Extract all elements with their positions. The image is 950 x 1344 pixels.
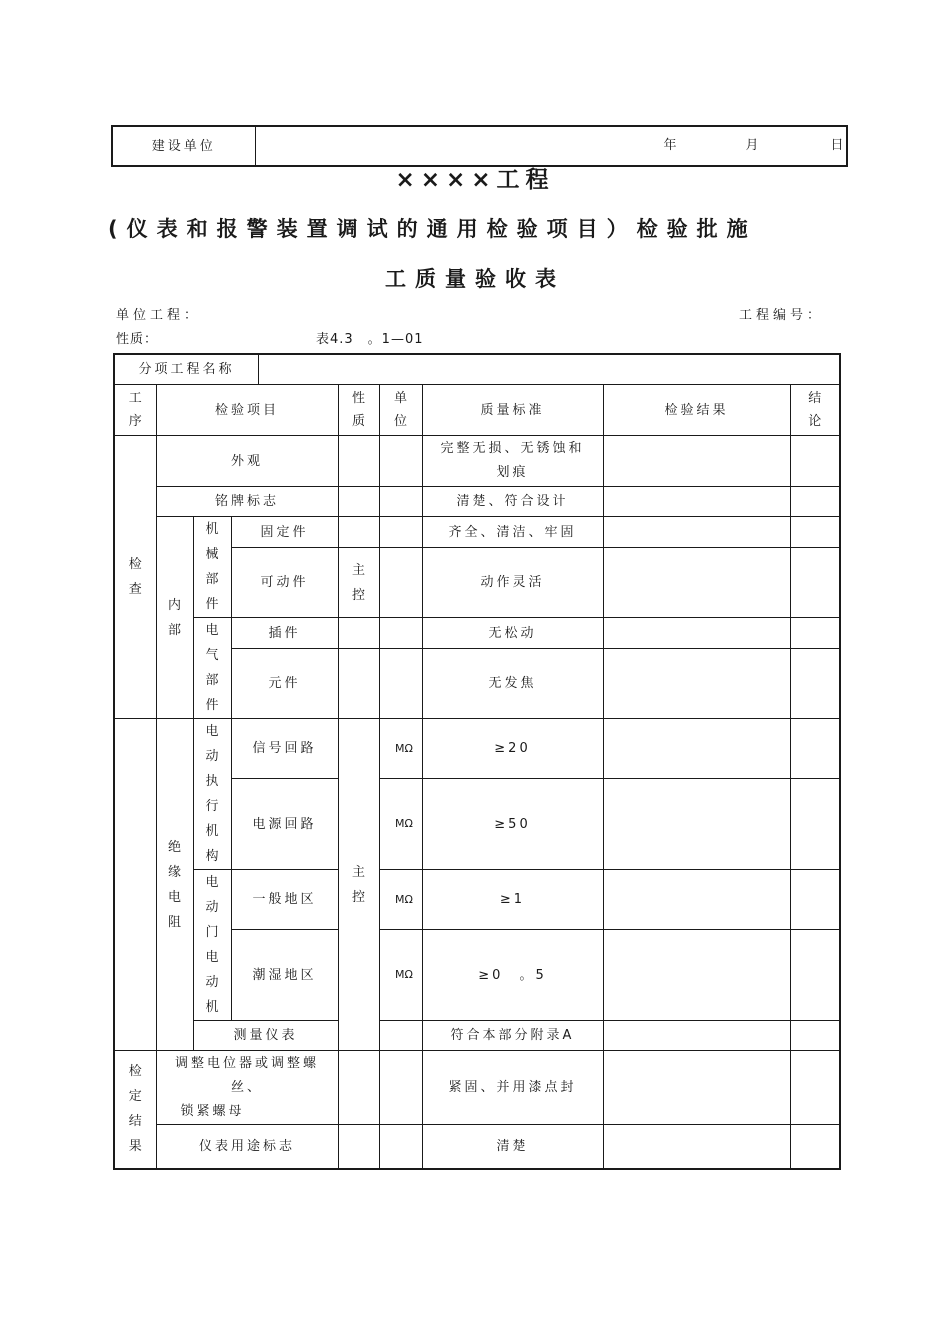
conclusion-cell [790,870,840,930]
form-number: 表4.3 。1—01 [316,332,424,347]
conclusion-cell [790,1051,840,1125]
conclusion-cell [790,517,840,548]
title-line-3: 工质量验收表 [385,267,565,291]
conclusion-cell [790,487,840,517]
result-cell [603,719,790,779]
year-label: 年 [663,138,677,153]
table-row [114,436,840,487]
table-row [114,517,840,548]
project-number-label: 工程编号： [739,308,825,323]
table-row [114,1125,840,1169]
unit-megaohm: MΩ [379,719,422,779]
title-line-1: ××××工程 [395,167,555,193]
process-empty-cell [114,719,156,1051]
door-motor-group-label: 电动门电动机 [193,870,231,1021]
standard-moving-parts: 动作灵活 [422,548,603,618]
construction-unit-label: 建设单位 [112,126,255,166]
nature-main-control: 主控 [338,548,379,618]
item-moving-parts: 可动件 [231,548,338,618]
result-cell [603,930,790,1021]
item-usage-mark: 仪表用途标志 [156,1125,338,1169]
inspection-table [113,353,841,1170]
standard-fixed-parts: 齐全、清洁、牢固 [422,517,603,548]
nature-main-control-2: 主控 [338,719,379,1051]
conclusion-cell [790,779,840,870]
conclusion-cell [790,548,840,618]
item-power-loop: 电源回路 [231,779,338,870]
verify-group-label: 检定结果 [114,1051,156,1169]
table-row [114,870,840,930]
subproject-name-label: 分项工程名称 [115,355,259,384]
conclusion-cell [790,618,840,649]
header-conclusion: 结论 [790,385,840,436]
actuator-group-label: 电动执行机构 [193,719,231,870]
result-cell [603,1125,790,1169]
standard-humid-area: ≥0 。5 [422,930,603,1021]
result-cell [603,649,790,719]
nature-label: 性质： [116,332,159,347]
header-unit: 单位 [379,385,422,436]
item-signal-loop: 信号回路 [231,719,338,779]
day-label: 日 [830,138,844,153]
table-row [114,1021,840,1051]
standard-plug: 无松动 [422,618,603,649]
result-cell [603,517,790,548]
result-cell [603,870,790,930]
unit-megaohm: MΩ [379,870,422,930]
table-row [114,487,840,517]
conclusion-cell [790,719,840,779]
conclusion-cell [790,930,840,1021]
table-row [114,719,840,779]
header-row [114,385,840,436]
insulation-group-label: 绝缘电阻 [156,719,193,1051]
unit-project-label: 单位工程： [116,308,202,323]
item-meter: 测量仪表 [193,1021,338,1051]
item-plug: 插件 [231,618,338,649]
item-general-area: 一般地区 [231,870,338,930]
subproject-name-value [259,355,839,384]
item-nameplate: 铭牌标志 [156,487,338,517]
conclusion-cell [790,1125,840,1169]
standard-usage-mark: 清楚 [422,1125,603,1169]
elec-group-label: 电气部件 [193,618,231,719]
result-cell [603,779,790,870]
standard-signal-loop: ≥20 [422,719,603,779]
item-appearance: 外观 [156,436,338,487]
result-cell [603,436,790,487]
item-fixed-parts: 固定件 [231,517,338,548]
item-component: 元件 [231,649,338,719]
item-adjust-line-3: 锁紧螺母 [180,1103,245,1119]
standard-general-area: ≥1 [422,870,603,930]
subproject-row [114,354,840,385]
conclusion-cell [790,1021,840,1051]
header-nature: 性质 [338,385,379,436]
header-result: 检验结果 [603,385,790,436]
date-cell [255,126,847,166]
conclusion-cell [790,436,840,487]
month-label: 月 [745,138,759,153]
table-row [114,618,840,649]
result-cell [603,487,790,517]
result-cell [603,1051,790,1125]
conclusion-cell [790,649,840,719]
header-process: 工序 [114,385,156,436]
item-adjust [156,1051,338,1125]
unit-megaohm: MΩ [379,930,422,1021]
result-cell [603,1021,790,1051]
item-adjust-line-1: 调整电位器或调整螺 [174,1055,319,1071]
standard-power-loop: ≥50 [422,779,603,870]
title-line-2: (仪表和报警装置调试的通用检验项目）检验批施 [108,217,757,241]
item-humid-area: 潮湿地区 [231,930,338,1021]
standard-meter: 符合本部分附录A [422,1021,603,1051]
header-item: 检验项目 [156,385,338,436]
unit-megaohm: MΩ [379,779,422,870]
table-row [114,1051,840,1125]
inner-group-label: 内部 [156,517,193,719]
standard-nameplate: 清楚、符合设计 [422,487,603,517]
standard-adjust: 紧固、并用漆点封 [422,1051,603,1125]
result-cell [603,548,790,618]
check-group-label: 检查 [114,436,156,719]
result-cell [603,618,790,649]
standard-component: 无发焦 [422,649,603,719]
header-standard: 质量标准 [422,385,603,436]
item-adjust-line-2: 丝、 [230,1079,263,1095]
mech-group-label: 机械部件 [193,517,231,618]
standard-appearance: 完整无损、无锈蚀和划痕 [422,436,603,487]
header-table [111,125,848,167]
